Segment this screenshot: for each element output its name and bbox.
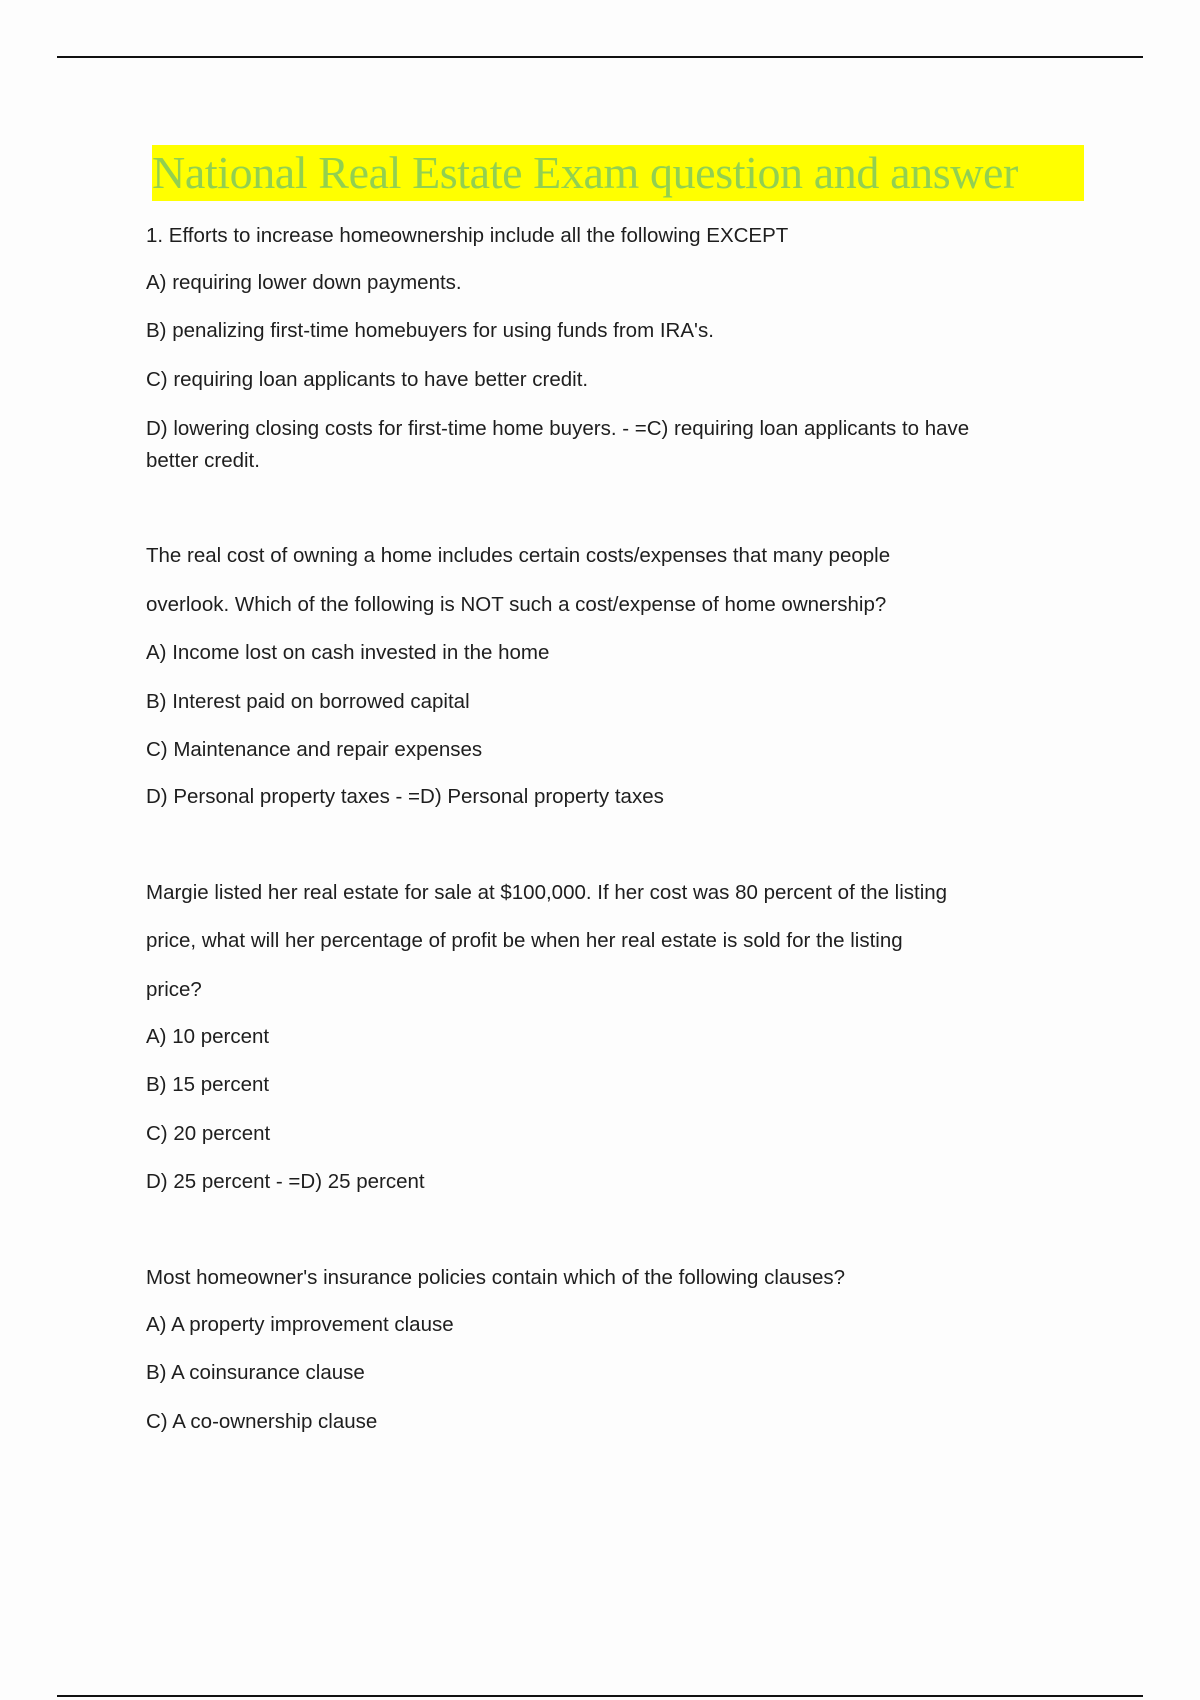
- question-3-text-line-3: price?: [146, 978, 202, 1001]
- question-3-option-a: A) 10 percent: [146, 1025, 270, 1048]
- question-1-option-d-answer: D) lowering closing costs for first-time home buyers. - =C) requiring loan applicants to have: [146, 417, 970, 440]
- bottom-rule: [57, 1695, 1143, 1697]
- question-1-answer-continued: better credit.: [146, 449, 260, 472]
- question-4-option-b: B) A coinsurance clause: [146, 1361, 365, 1384]
- question-3-text-line-2: price, what will her percentage of profit be when her real estate is sold for the listing: [146, 929, 903, 952]
- document-title: National Real Estate Exam question and answer: [152, 147, 1018, 198]
- question-4-option-a: A) A property improvement clause: [146, 1313, 454, 1336]
- question-3-option-c: C) 20 percent: [146, 1122, 271, 1145]
- question-4-text: Most homeowner's insurance policies contain which of the following clauses?: [146, 1266, 846, 1289]
- question-1-option-c: C) requiring loan applicants to have better credit.: [146, 368, 589, 391]
- question-3-option-b: B) 15 percent: [146, 1073, 270, 1096]
- question-1-option-a: A) requiring lower down payments.: [146, 271, 462, 294]
- question-2-option-a: A) Income lost on cash invested in the home: [146, 641, 550, 664]
- question-1-option-b: B) penalizing first-time homebuyers for using funds from IRA's.: [146, 319, 714, 342]
- question-4-option-c: C) A co-ownership clause: [146, 1410, 378, 1433]
- question-2-option-d-answer: D) Personal property taxes - =D) Personal property taxes: [146, 785, 664, 808]
- question-3-option-d-answer: D) 25 percent - =D) 25 percent: [146, 1170, 425, 1193]
- question-2-option-c: C) Maintenance and repair expenses: [146, 738, 483, 761]
- question-2-option-b: B) Interest paid on borrowed capital: [146, 690, 470, 713]
- question-2-text-line-1: The real cost of owning a home includes certain costs/expenses that many people: [146, 544, 891, 567]
- question-1-text: 1. Efforts to increase homeownership include all the following EXCEPT: [146, 224, 789, 247]
- question-2-text-line-2: overlook. Which of the following is NOT such a cost/expense of home ownership?: [146, 593, 887, 616]
- top-rule: [57, 56, 1143, 58]
- title-highlight: [152, 145, 1084, 201]
- question-3-text-line-1: Margie listed her real estate for sale at $100,000. If her cost was 80 percent of the listing: [146, 881, 948, 904]
